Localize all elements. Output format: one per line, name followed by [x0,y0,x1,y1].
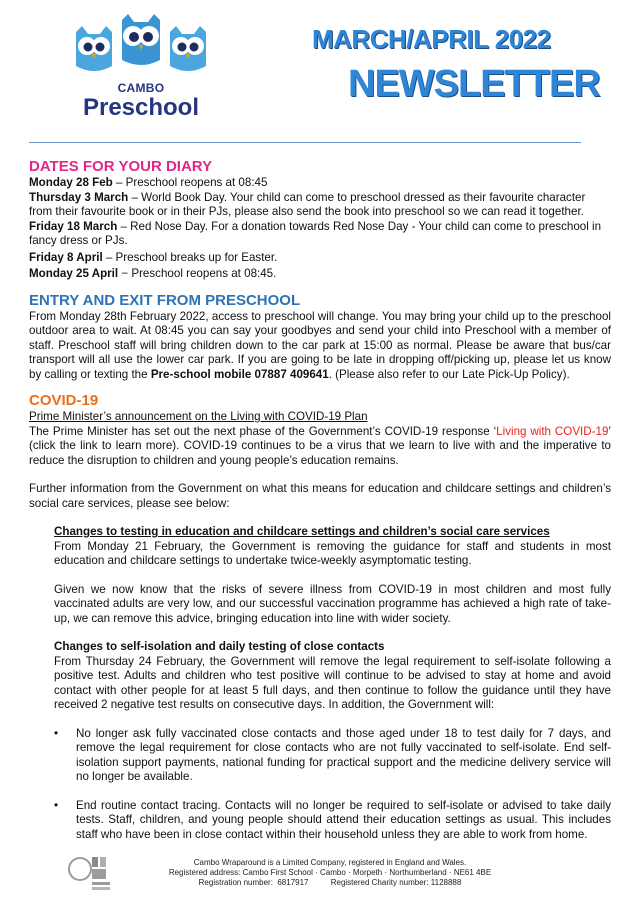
living-with-covid-link[interactable]: Living with COVID-19 [496,424,609,438]
learning-alliance-icon [66,853,114,893]
owls-icon [66,8,216,80]
header-divider [29,142,581,143]
covid-heading: COVID-19 [29,392,99,409]
diary-item: Thursday 3 March – World Book Day. Your child can come to preschool dressed as their favourite character from their favourite book or in their PJs, please also send the book into preschool so we can read it together. [29,190,586,218]
logo-cambo-text: CAMBO [117,81,165,95]
diary-item: Monday 28 Feb – Preschool reopens at 08:45 [29,176,268,189]
newsletter-title: NEWSLETTER [348,63,600,105]
diary-date: Thursday 3 March [29,190,129,204]
footer-line: Cambo Wraparound is a Limited Company, registered in England and Wales. [193,858,467,867]
diary-date: Monday 25 April [29,267,119,280]
testing-heading: Changes to testing in education and childcare settings and children’s social care services [54,525,550,538]
list-item: • End routine contact tracing. Contacts will no longer be required to self-isolate or advised to take daily tests. Staff, children, and young people should attend their education settings as usual. This includes staff who have been in close contact within their household unless they are able to work from home. [54,798,611,841]
diary-item: Friday 8 April – Preschool breaks up for Easter. [29,250,278,264]
footer-line: Registered address: Cambo First School · Cambo · Morpeth · Northumberland · NE61 4BE [168,868,492,877]
preschool-mobile: Pre-school mobile 07887 409641 [150,367,329,381]
preschool-logo [66,8,216,120]
entry-exit-paragraph: From Monday 28th February 2022, access to preschool will change. You may bring your child up to the preschool outdoor area to wait. At 08:45 you can say your goodbyes and send your child into Preschool with a member of staff. Preschool staff will bring children down to the car park at 15:00 as normal. Please be aware that bus/car transport will all use the lower car park. If you are going to be late in dropping off/picking up, please let us know by calling or texting the Pre-school mobile 07887 409641. (Please also refer to our Late Pick-Up Policy). [29,309,611,381]
covid-intro: The Prime Minister has set out the next phase of the Government’s COVID-19 response ‘Living with COVID-19’ (click the link to learn more). COVID-19 continues to be a virus that we learn to live with and the imperative to reduce the disruption to children and young people’s education remains. [29,424,611,467]
isolation-paragraph: From Thursday 24 February, the Government will remove the legal requirement to self-isolate following a positive test. Adults and children who test positive will continue to be advised to stay at home and avoid contact with other people for at least 5 full days, and then continue to follow the guidance until they have received 2 negative test results on consecutive days. In addition, the Government will: [54,654,611,711]
diary-heading: DATES FOR YOUR DIARY [29,158,213,175]
diary-date: Monday 28 Feb [29,176,113,189]
government-measures-list [29,727,611,843]
diary-item: Monday 25 April − Preschool reopens at 08:45. [29,267,277,280]
testing-section [54,525,611,713]
bullet-icon: • [54,726,59,740]
diary-date: Friday 8 April [29,250,103,264]
learning-alliance-logo [66,853,114,893]
logo-preschool-text: Preschool [82,94,200,121]
diary-item: Friday 18 March – Red Nose Day. For a donation towards Red Nose Day - Your child can come to preschool in fancy dress or PJs. [29,219,602,247]
bullet-icon: • [54,798,59,812]
covid-further-info: Further information from the Government on what this means for education and childcare settings and children’s social care services, please see below: [29,482,611,510]
footer-line: Registration number: 6817917 Registered Charity number: 1128888 [198,878,462,887]
testing-paragraph: Given we now know that the risks of severe illness from COVID-19 in most children and most fully vaccinated adults are very low, and our successful vaccination programme has achieved a high rate of take-up, we can remove this advice, bringing education into line with wider society. [54,582,611,625]
entry-exit-heading: ENTRY AND EXIT FROM PRESCHOOL [29,291,301,309]
list-item: • No longer ask fully vaccinated close contacts and those aged under 18 to test daily for 7 days, and remove the legal requirement for close contacts who are not fully vaccinated to self-isolate. End self-isolation support payments, national funding for practical support and the medicine delivery service will no longer be available. [54,726,611,783]
newsletter-body [29,158,611,842]
isolation-heading: Changes to self-isolation and daily testing of close contacts [54,640,385,653]
pm-announcement-link[interactable]: Prime Minister’s announcement on the Living with COVID-19 Plan [29,410,368,423]
testing-paragraph: From Monday 21 February, the Government is removing the guidance for staff and students in most education and childcare settings to undertake twice-weekly asymptomatic testing. [54,539,611,567]
footer [150,858,510,888]
diary-date: Friday 18 March [29,219,118,233]
newsletter-date-title: MARCH/APRIL 2022 [312,24,551,54]
